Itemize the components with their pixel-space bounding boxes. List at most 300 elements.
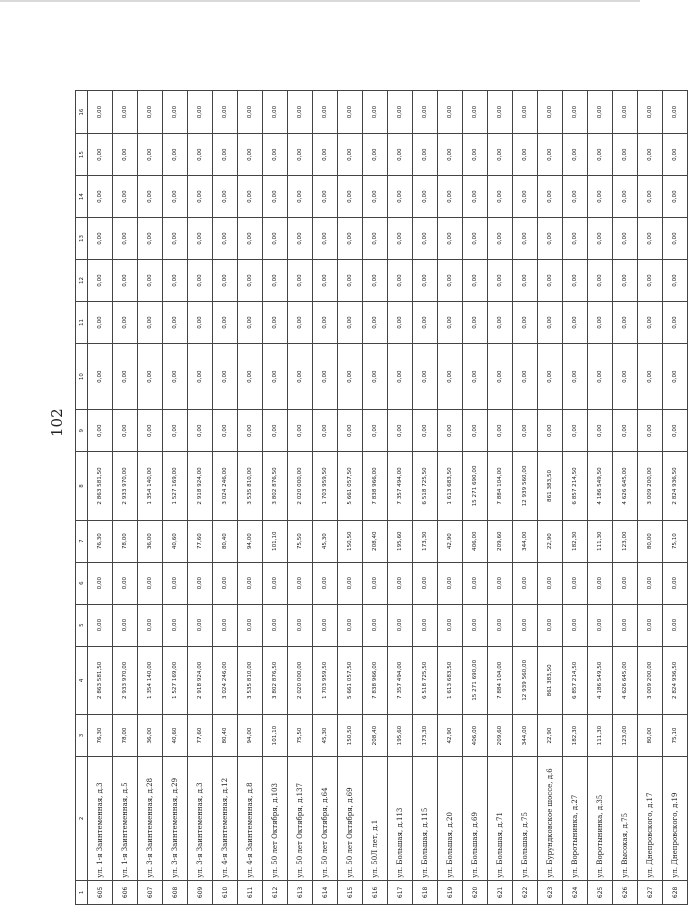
value-cell: 3 009 200,00 xyxy=(638,452,663,520)
value-cell: 80,00 xyxy=(638,715,663,757)
value-cell: 77,60 xyxy=(188,520,213,562)
value-cell: 0,00 xyxy=(88,343,113,409)
value-cell: 0,00 xyxy=(213,176,238,218)
value-cell: 0,00 xyxy=(188,410,213,452)
table-row xyxy=(638,91,663,905)
value-cell: 0,00 xyxy=(438,218,463,260)
value-cell: 0,00 xyxy=(413,176,438,218)
value-cell: 0,00 xyxy=(413,91,438,134)
row-number-cell: 612 xyxy=(263,880,288,904)
value-cell: 0,00 xyxy=(413,260,438,302)
value-cell: 101,10 xyxy=(263,715,288,757)
value-cell: 0,00 xyxy=(588,134,613,176)
value-cell: 2 863 581,50 xyxy=(88,646,113,714)
value-cell: 0,00 xyxy=(263,410,288,452)
value-cell: 406,00 xyxy=(463,715,488,757)
value-cell: 0,00 xyxy=(388,134,413,176)
value-cell: 208,40 xyxy=(363,715,388,757)
value-cell: 0,00 xyxy=(588,176,613,218)
value-cell: 0,00 xyxy=(113,604,138,646)
value-cell: 0,00 xyxy=(613,260,638,302)
value-cell: 0,00 xyxy=(163,302,188,344)
value-cell: 0,00 xyxy=(588,604,613,646)
column-header: 6 xyxy=(76,562,88,604)
rotated-table-sheet xyxy=(75,90,679,905)
value-cell: 15 271 690,00 xyxy=(463,452,488,520)
value-cell: 150,50 xyxy=(338,715,363,757)
value-cell: 0,00 xyxy=(538,562,563,604)
value-cell: 0,00 xyxy=(663,218,688,260)
table-row xyxy=(538,91,563,905)
value-cell: 0,00 xyxy=(638,134,663,176)
value-cell: 0,00 xyxy=(538,604,563,646)
value-cell: 0,00 xyxy=(663,91,688,134)
value-cell: 0,00 xyxy=(513,604,538,646)
value-cell: 45,30 xyxy=(313,715,338,757)
row-number-cell: 615 xyxy=(338,880,363,904)
value-cell: 0,00 xyxy=(88,260,113,302)
value-cell: 0,00 xyxy=(463,410,488,452)
value-cell: 0,00 xyxy=(463,91,488,134)
value-cell: 0,00 xyxy=(113,91,138,134)
value-cell: 5 661 057,50 xyxy=(338,646,363,714)
value-cell: 0,00 xyxy=(163,134,188,176)
table-row xyxy=(613,91,638,905)
value-cell: 76,30 xyxy=(88,520,113,562)
address-cell: ул. 50 лет Октября, д.103 xyxy=(263,757,288,881)
value-cell: 0,00 xyxy=(88,604,113,646)
value-cell: 0,00 xyxy=(638,302,663,344)
value-cell: 0,00 xyxy=(388,176,413,218)
value-cell: 173,30 xyxy=(413,520,438,562)
value-cell: 0,00 xyxy=(263,604,288,646)
value-cell: 80,40 xyxy=(213,520,238,562)
row-number-cell: 609 xyxy=(188,880,213,904)
value-cell: 0,00 xyxy=(638,604,663,646)
address-cell: ул. Днепровского, д.17 xyxy=(638,757,663,881)
value-cell: 0,00 xyxy=(563,176,588,218)
value-cell: 0,00 xyxy=(263,260,288,302)
value-cell: 0,00 xyxy=(588,260,613,302)
value-cell: 4 626 645,00 xyxy=(613,452,638,520)
value-cell: 0,00 xyxy=(338,176,363,218)
value-cell: 1 703 959,50 xyxy=(313,452,338,520)
table-row xyxy=(663,91,688,905)
value-cell: 0,00 xyxy=(113,134,138,176)
value-cell: 0,00 xyxy=(613,91,638,134)
value-cell: 0,00 xyxy=(188,260,213,302)
value-cell: 0,00 xyxy=(538,91,563,134)
value-cell: 0,00 xyxy=(363,410,388,452)
row-number-cell: 622 xyxy=(513,880,538,904)
value-cell: 0,00 xyxy=(313,562,338,604)
value-cell: 0,00 xyxy=(513,91,538,134)
value-cell: 77,60 xyxy=(188,715,213,757)
value-cell: 22,90 xyxy=(538,520,563,562)
value-cell: 1 354 140,00 xyxy=(138,646,163,714)
value-cell: 0,00 xyxy=(638,260,663,302)
row-number-cell: 625 xyxy=(588,880,613,904)
value-cell: 2 918 924,00 xyxy=(188,646,213,714)
value-cell: 0,00 xyxy=(563,343,588,409)
value-cell: 0,00 xyxy=(88,302,113,344)
value-cell: 0,00 xyxy=(588,562,613,604)
value-cell: 45,30 xyxy=(313,520,338,562)
value-cell: 0,00 xyxy=(538,134,563,176)
value-cell: 0,00 xyxy=(563,302,588,344)
value-cell: 0,00 xyxy=(388,91,413,134)
value-cell: 2 933 970,00 xyxy=(113,452,138,520)
value-cell: 0,00 xyxy=(588,218,613,260)
value-cell: 0,00 xyxy=(188,562,213,604)
value-cell: 80,00 xyxy=(638,520,663,562)
value-cell: 0,00 xyxy=(663,302,688,344)
value-cell: 0,00 xyxy=(463,562,488,604)
address-cell: ул. Воротынинка, д.27 xyxy=(563,757,588,881)
value-cell: 0,00 xyxy=(513,134,538,176)
value-cell: 0,00 xyxy=(288,176,313,218)
value-cell: 0,00 xyxy=(388,604,413,646)
value-cell: 0,00 xyxy=(313,302,338,344)
row-number-cell: 621 xyxy=(488,880,513,904)
column-header: 12 xyxy=(76,260,88,302)
value-cell: 0,00 xyxy=(263,91,288,134)
value-cell: 36,00 xyxy=(138,715,163,757)
value-cell: 40,60 xyxy=(163,715,188,757)
value-cell: 209,60 xyxy=(488,715,513,757)
value-cell: 2 933 970,00 xyxy=(113,646,138,714)
value-cell: 0,00 xyxy=(513,343,538,409)
value-cell: 75,50 xyxy=(288,520,313,562)
value-cell: 0,00 xyxy=(563,91,588,134)
value-cell: 3 024 246,00 xyxy=(213,452,238,520)
address-cell: ул. Бурундковское шоссе, д.6 xyxy=(538,757,563,881)
row-number-cell: 617 xyxy=(388,880,413,904)
value-cell: 0,00 xyxy=(488,562,513,604)
table-row xyxy=(163,91,188,905)
value-cell: 208,40 xyxy=(363,520,388,562)
value-cell: 0,00 xyxy=(363,176,388,218)
value-cell: 0,00 xyxy=(413,134,438,176)
value-cell: 0,00 xyxy=(238,302,263,344)
value-cell: 78,00 xyxy=(113,520,138,562)
scan-edge-top xyxy=(0,0,640,2)
value-cell: 0,00 xyxy=(613,218,638,260)
value-cell: 0,00 xyxy=(188,343,213,409)
value-cell: 0,00 xyxy=(488,218,513,260)
value-cell: 0,00 xyxy=(488,410,513,452)
value-cell: 0,00 xyxy=(463,260,488,302)
value-cell: 0,00 xyxy=(438,343,463,409)
column-header: 9 xyxy=(76,410,88,452)
value-cell: 0,00 xyxy=(288,218,313,260)
value-cell: 0,00 xyxy=(213,410,238,452)
row-number-cell: 608 xyxy=(163,880,188,904)
value-cell: 7 838 966,00 xyxy=(363,646,388,714)
value-cell: 0,00 xyxy=(338,343,363,409)
column-header: 15 xyxy=(76,134,88,176)
value-cell: 0,00 xyxy=(213,91,238,134)
value-cell: 173,30 xyxy=(413,715,438,757)
value-cell: 344,00 xyxy=(513,715,538,757)
value-cell: 0,00 xyxy=(463,343,488,409)
value-cell: 0,00 xyxy=(663,343,688,409)
value-cell: 0,00 xyxy=(163,176,188,218)
column-header: 3 xyxy=(76,715,88,757)
value-cell: 0,00 xyxy=(188,604,213,646)
table-row xyxy=(188,91,213,905)
address-cell: ул. Воротынинка, д.35 xyxy=(588,757,613,881)
table-row xyxy=(113,91,138,905)
value-cell: 0,00 xyxy=(363,302,388,344)
value-cell: 0,00 xyxy=(238,604,263,646)
value-cell: 0,00 xyxy=(113,260,138,302)
value-cell: 0,00 xyxy=(313,218,338,260)
value-cell: 0,00 xyxy=(338,260,363,302)
value-cell: 0,00 xyxy=(588,91,613,134)
value-cell: 0,00 xyxy=(238,176,263,218)
table-row xyxy=(313,91,338,905)
value-cell: 0,00 xyxy=(163,343,188,409)
value-cell: 0,00 xyxy=(588,410,613,452)
value-cell: 0,00 xyxy=(488,91,513,134)
value-cell: 0,00 xyxy=(563,410,588,452)
value-cell: 0,00 xyxy=(288,302,313,344)
value-cell: 0,00 xyxy=(363,260,388,302)
row-number-cell: 605 xyxy=(88,880,113,904)
column-header: 7 xyxy=(76,520,88,562)
column-header: 10 xyxy=(76,343,88,409)
value-cell: 0,00 xyxy=(88,410,113,452)
value-cell: 1 527 169,00 xyxy=(163,646,188,714)
value-cell: 0,00 xyxy=(413,410,438,452)
column-header: 14 xyxy=(76,176,88,218)
value-cell: 94,00 xyxy=(238,520,263,562)
value-cell: 0,00 xyxy=(213,218,238,260)
value-cell: 0,00 xyxy=(513,562,538,604)
value-cell: 0,00 xyxy=(363,343,388,409)
column-header: 2 xyxy=(76,757,88,881)
value-cell: 0,00 xyxy=(538,260,563,302)
value-cell: 0,00 xyxy=(438,410,463,452)
value-cell: 2 863 581,50 xyxy=(88,452,113,520)
value-cell: 1 613 683,50 xyxy=(438,646,463,714)
value-cell: 2 824 936,50 xyxy=(663,646,688,714)
value-cell: 0,00 xyxy=(313,176,338,218)
value-cell: 22,90 xyxy=(538,715,563,757)
value-cell: 0,00 xyxy=(138,176,163,218)
value-cell: 76,30 xyxy=(88,715,113,757)
page-number: 102 xyxy=(48,408,66,437)
address-cell: ул. Большая, д.69 xyxy=(463,757,488,881)
value-cell: 0,00 xyxy=(513,176,538,218)
value-cell: 0,00 xyxy=(163,562,188,604)
value-cell: 0,00 xyxy=(138,410,163,452)
value-cell: 0,00 xyxy=(338,134,363,176)
address-cell: ул. 50 лет Октября, д.137 xyxy=(288,757,313,881)
value-cell: 0,00 xyxy=(213,302,238,344)
address-cell: ул. Большая, д.115 xyxy=(413,757,438,881)
value-cell: 0,00 xyxy=(463,176,488,218)
value-cell: 195,60 xyxy=(388,715,413,757)
row-number-cell: 619 xyxy=(438,880,463,904)
value-cell: 7 884 104,00 xyxy=(488,646,513,714)
value-cell: 42,90 xyxy=(438,715,463,757)
value-cell: 0,00 xyxy=(288,260,313,302)
value-cell: 0,00 xyxy=(138,562,163,604)
value-cell: 0,00 xyxy=(363,91,388,134)
row-number-cell: 620 xyxy=(463,880,488,904)
value-cell: 0,00 xyxy=(488,604,513,646)
value-cell: 0,00 xyxy=(613,176,638,218)
value-cell: 150,50 xyxy=(338,520,363,562)
value-cell: 0,00 xyxy=(388,260,413,302)
value-cell: 0,00 xyxy=(438,176,463,218)
value-cell: 0,00 xyxy=(138,260,163,302)
address-cell: ул. 3-я Заинтеменная, д.29 xyxy=(163,757,188,881)
address-cell: ул. Большая, д.75 xyxy=(513,757,538,881)
row-number-cell: 627 xyxy=(638,880,663,904)
address-cell: ул. 50 лет Октября, д.69 xyxy=(338,757,363,881)
value-cell: 0,00 xyxy=(213,604,238,646)
value-cell: 0,00 xyxy=(288,562,313,604)
value-cell: 0,00 xyxy=(313,134,338,176)
value-cell: 0,00 xyxy=(638,176,663,218)
value-cell: 0,00 xyxy=(488,343,513,409)
column-header: 8 xyxy=(76,452,88,520)
value-cell: 0,00 xyxy=(88,218,113,260)
value-cell: 6 518 725,50 xyxy=(413,646,438,714)
value-cell: 0,00 xyxy=(163,410,188,452)
value-cell: 0,00 xyxy=(338,562,363,604)
value-cell: 0,00 xyxy=(388,410,413,452)
value-cell: 0,00 xyxy=(238,134,263,176)
value-cell: 2 020 000,00 xyxy=(288,452,313,520)
table-row xyxy=(588,91,613,905)
value-cell: 0,00 xyxy=(538,176,563,218)
value-cell: 0,00 xyxy=(438,302,463,344)
value-cell: 0,00 xyxy=(163,260,188,302)
value-cell: 0,00 xyxy=(663,176,688,218)
value-cell: 0,00 xyxy=(188,302,213,344)
value-cell: 7 884 104,00 xyxy=(488,452,513,520)
value-cell: 123,00 xyxy=(613,520,638,562)
table-row xyxy=(563,91,588,905)
value-cell: 0,00 xyxy=(88,562,113,604)
value-cell: 0,00 xyxy=(88,134,113,176)
value-cell: 0,00 xyxy=(113,176,138,218)
table-row xyxy=(513,91,538,905)
value-cell: 0,00 xyxy=(188,218,213,260)
value-cell: 0,00 xyxy=(438,134,463,176)
value-cell: 0,00 xyxy=(263,176,288,218)
value-cell: 0,00 xyxy=(463,134,488,176)
value-cell: 0,00 xyxy=(463,218,488,260)
value-cell: 7 357 494,00 xyxy=(388,646,413,714)
value-cell: 6 857 214,50 xyxy=(563,646,588,714)
address-cell: ул. 50Л лет, д.1 xyxy=(363,757,388,881)
value-cell: 0,00 xyxy=(238,260,263,302)
table-row xyxy=(88,91,113,905)
value-cell: 0,00 xyxy=(88,176,113,218)
value-cell: 1 527 169,00 xyxy=(163,452,188,520)
value-cell: 0,00 xyxy=(388,302,413,344)
value-cell: 0,00 xyxy=(138,91,163,134)
table-row xyxy=(463,91,488,905)
value-cell: 0,00 xyxy=(263,562,288,604)
header-row xyxy=(76,91,88,905)
value-cell: 3 535 810,00 xyxy=(238,646,263,714)
address-cell: ул. Большая, д.113 xyxy=(388,757,413,881)
value-cell: 0,00 xyxy=(313,260,338,302)
value-cell: 182,30 xyxy=(563,715,588,757)
column-header: 13 xyxy=(76,218,88,260)
value-cell: 6 857 214,50 xyxy=(563,452,588,520)
value-cell: 0,00 xyxy=(463,302,488,344)
value-cell: 0,00 xyxy=(588,302,613,344)
value-cell: 0,00 xyxy=(413,218,438,260)
value-cell: 344,00 xyxy=(513,520,538,562)
value-cell: 0,00 xyxy=(638,91,663,134)
value-cell: 3 024 246,00 xyxy=(213,646,238,714)
value-cell: 0,00 xyxy=(138,218,163,260)
value-cell: 36,00 xyxy=(138,520,163,562)
column-header: 5 xyxy=(76,604,88,646)
address-cell: ул. 50 лет Октября, д.64 xyxy=(313,757,338,881)
value-cell: 0,00 xyxy=(238,91,263,134)
table-row xyxy=(288,91,313,905)
row-number-cell: 626 xyxy=(613,880,638,904)
value-cell: 0,00 xyxy=(563,218,588,260)
value-cell: 0,00 xyxy=(538,218,563,260)
value-cell: 12 939 560,00 xyxy=(513,452,538,520)
value-cell: 0,00 xyxy=(113,562,138,604)
address-cell: ул. 4-я Заинтеменная, д.12 xyxy=(213,757,238,881)
row-number-cell: 606 xyxy=(113,880,138,904)
value-cell: 6 518 725,50 xyxy=(413,452,438,520)
value-cell: 0,00 xyxy=(288,604,313,646)
table-row xyxy=(413,91,438,905)
value-cell: 0,00 xyxy=(138,302,163,344)
table-row xyxy=(263,91,288,905)
value-cell: 0,00 xyxy=(613,410,638,452)
value-cell: 0,00 xyxy=(388,218,413,260)
value-cell: 0,00 xyxy=(638,218,663,260)
table-row xyxy=(488,91,513,905)
value-cell: 0,00 xyxy=(313,604,338,646)
value-cell: 4 626 645,00 xyxy=(613,646,638,714)
value-cell: 7 838 966,00 xyxy=(363,452,388,520)
row-number-cell: 628 xyxy=(663,880,688,904)
value-cell: 0,00 xyxy=(288,343,313,409)
row-number-cell: 610 xyxy=(213,880,238,904)
value-cell: 0,00 xyxy=(588,343,613,409)
value-cell: 4 186 549,50 xyxy=(588,452,613,520)
value-cell: 0,00 xyxy=(113,343,138,409)
value-cell: 2 824 936,50 xyxy=(663,452,688,520)
row-number-cell: 613 xyxy=(288,880,313,904)
value-cell: 0,00 xyxy=(513,218,538,260)
value-cell: 1 703 959,50 xyxy=(313,646,338,714)
value-cell: 0,00 xyxy=(638,562,663,604)
address-cell: ул. Высокая, д.75 xyxy=(613,757,638,881)
value-cell: 75,50 xyxy=(288,715,313,757)
value-cell: 0,00 xyxy=(663,260,688,302)
row-number-cell: 607 xyxy=(138,880,163,904)
value-cell: 0,00 xyxy=(513,260,538,302)
value-cell: 0,00 xyxy=(438,260,463,302)
value-cell: 0,00 xyxy=(263,218,288,260)
